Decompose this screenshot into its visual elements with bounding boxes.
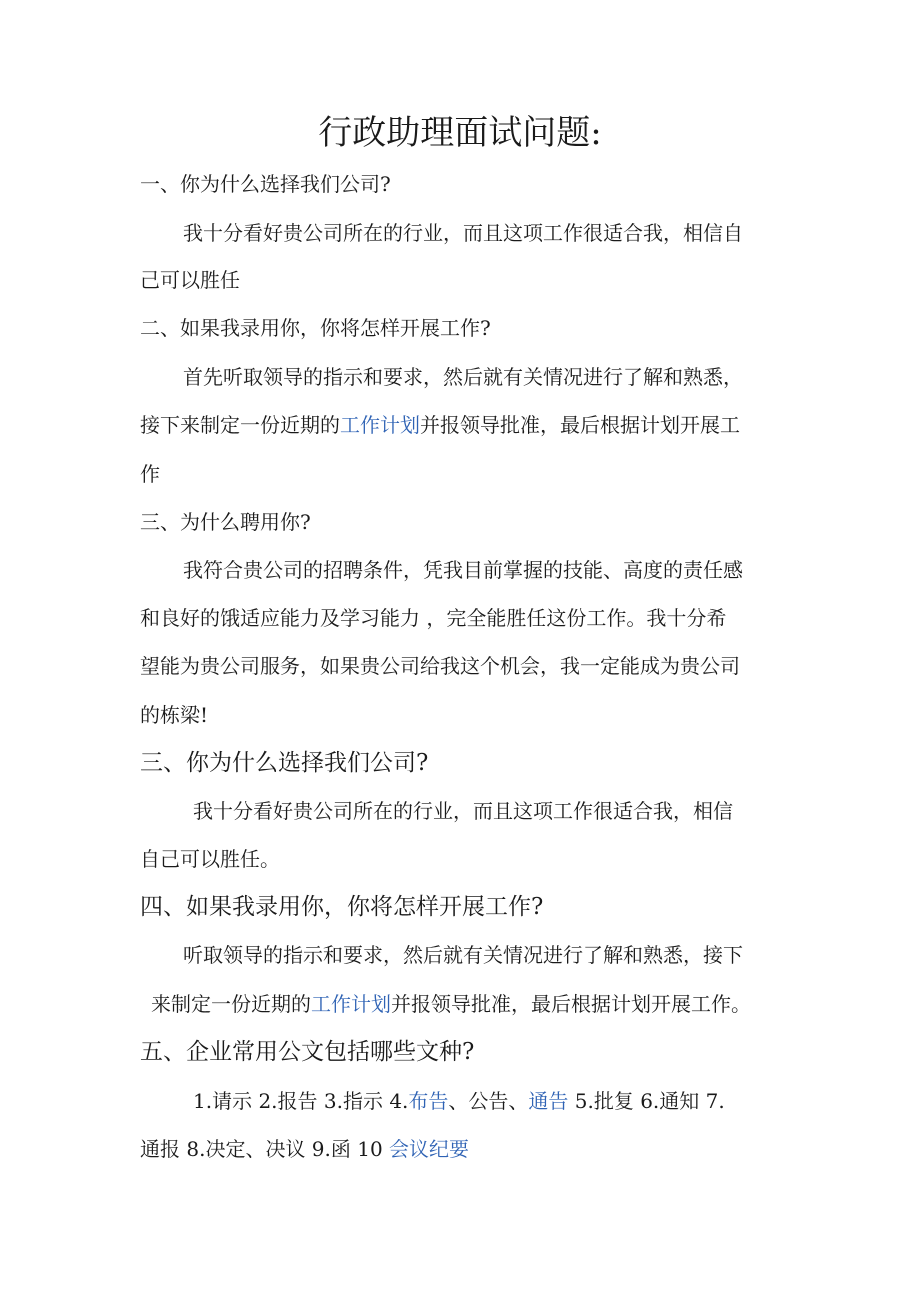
answer-text: 接下来制定一份近期的 [140,413,340,437]
question-heading-2: 二、如果我录用你，你将怎样开展工作? [140,316,491,340]
question-heading-1: 一、你为什么选择我们公司? [140,172,391,196]
answer-text: 通报 8.决定、决议 9.函 10 [140,1137,390,1161]
notice-link[interactable]: 通告 [528,1089,569,1113]
answer-text: 并报领导批准，最后根据计划开展工作。 [391,992,751,1016]
answer-line: 己可以胜任 [140,268,240,292]
answer-line: 和良好的饿适应能力及学习能力 ，完全能胜任这份工作。我十分希 [140,606,727,630]
answer-line [193,1091,725,1111]
answer-text: 、公告、 [448,1089,529,1113]
answer-line [140,415,740,435]
answer-text: 来制定一份近期的 [151,992,311,1016]
answer-line: 作 [140,462,160,486]
answer-line: 我符合贵公司的招聘条件，凭我目前掌握的技能、高度的责任感 [183,558,743,582]
answer-line: 的栋梁! [140,703,209,727]
answer-text: 5.批复 6.通知 7. [568,1089,725,1113]
answer-line: 首先听取领导的指示和要求，然后就有关情况进行了解和熟悉， [183,365,743,389]
work-plan-link[interactable]: 工作计划 [340,413,420,437]
question-heading-5: 四、如果我录用你，你将怎样开展工作? [140,894,544,920]
answer-line: 望能为贵公司服务，如果贵公司给我这个机会，我一定能成为贵公司 [140,654,740,678]
document-title: 行政助理面试问题: [318,113,602,153]
question-heading-3: 三、为什么聘用你? [140,510,311,534]
meeting-minutes-link[interactable]: 会议纪要 [389,1137,470,1161]
question-heading-4: 三、你为什么选择我们公司? [140,750,429,776]
answer-text: 并报领导批准，最后根据计划开展工 [420,413,740,437]
answer-line [140,1139,469,1159]
answer-text: 1.请示 2.报告 3.指示 4. [193,1089,409,1113]
answer-line: 听取领导的指示和要求，然后就有关情况进行了解和熟悉，接下 [183,943,743,967]
answer-line: 我十分看好贵公司所在的行业，而且这项工作很适合我，相信 [193,799,733,823]
question-heading-6: 五、企业常用公文包括哪些文种? [140,1039,475,1065]
answer-line: 自己可以胜任。 [140,847,280,871]
work-plan-link[interactable]: 工作计划 [311,992,391,1016]
answer-line: 我十分看好贵公司所在的行业，而且这项工作很适合我，相信自 [183,221,743,245]
answer-line [151,994,751,1014]
bulletin-link[interactable]: 布告 [408,1089,449,1113]
